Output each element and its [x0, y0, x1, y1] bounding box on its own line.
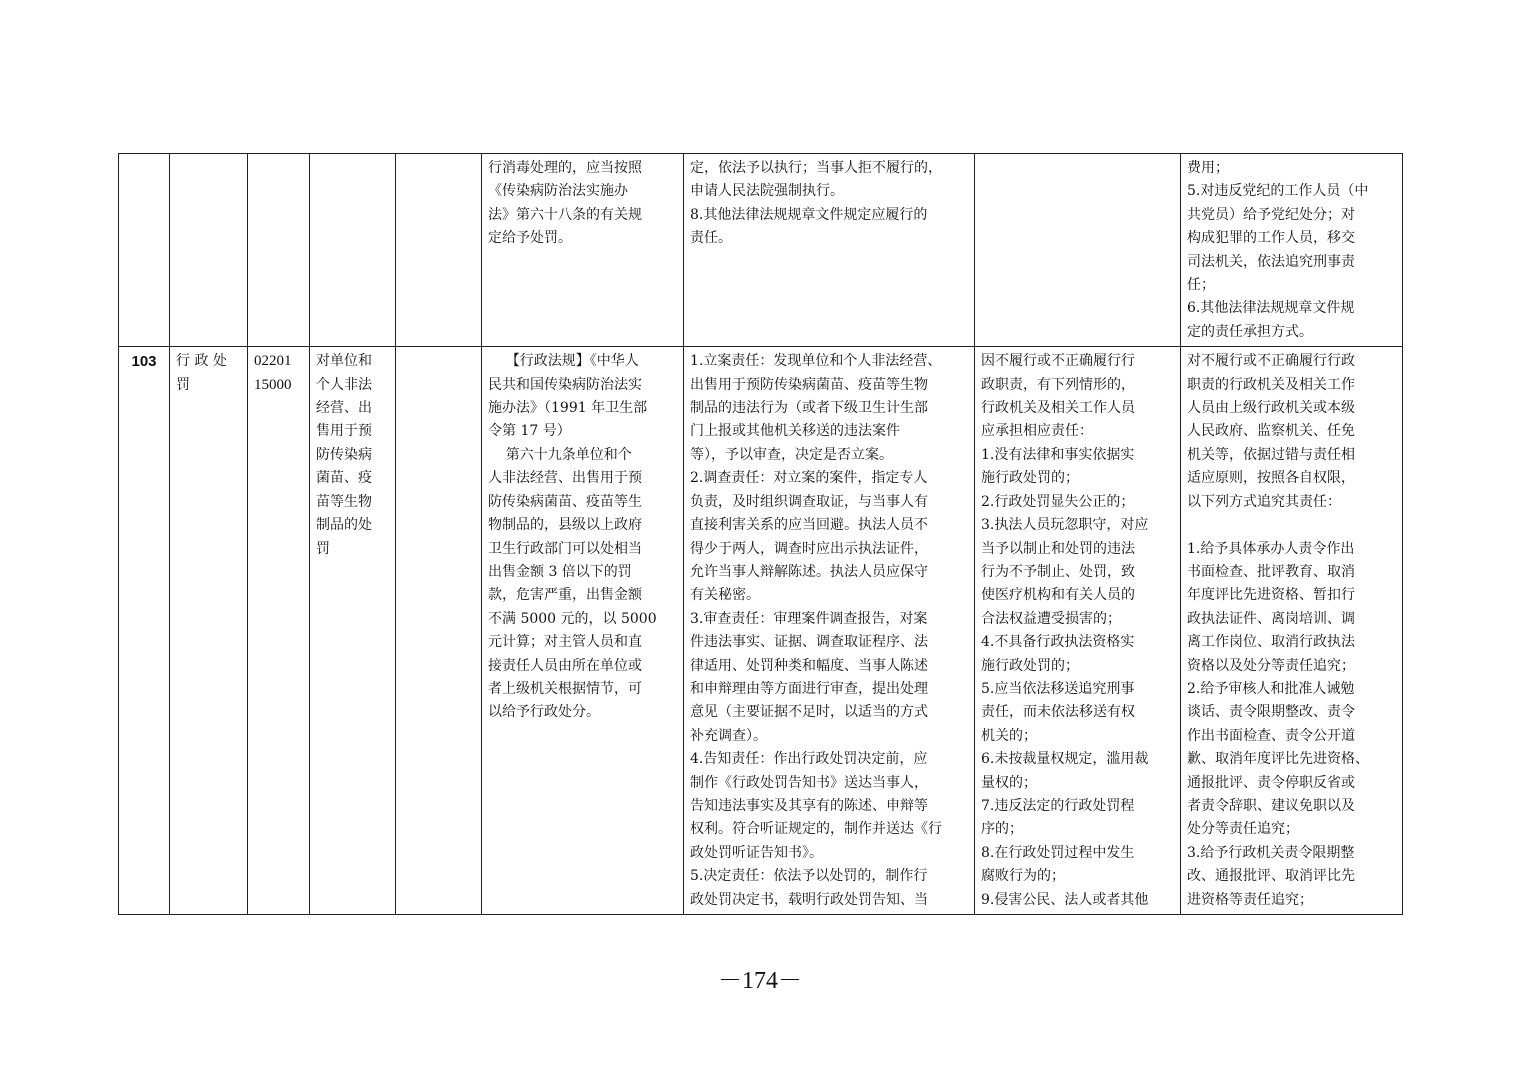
- cell-code: 02201 15000: [248, 347, 310, 915]
- cell-duty: 1.立案责任：发现单位和个人非法经营、 出售用于预防传染病菌苗、疫苗等生物 制品的违法行为（或者下级卫生计生部 门上报或其他机关移送的违法案件 等），予以审查，决定是否立案。 2.调查责任：对立案的案件，指定专人 负责，及时组织调查取证，与当事人有 直接利害关系的应当回避。执法人员不 得少于两人，调查时应出示执法证件， 允许当事人辩解陈述。执法人员应保守 有关秘密。 3.审查责任：审理案件调查报告，对案 件违法事实、证据、调查取证程序、法 律适用、处罚种类和幅度、当事人陈述 和申辩理由等方面进行审查，提出处理 意见（主要证据不足时，以适当的方式 补充调查）。 4.告知责任：作出行政处罚决定前，应 制作《行政处罚告知书》送达当事人， 告知违法事实及其享有的陈述、申辩等 权利。符合听证规定的，制作并送达《行 政处罚听证告知书》。 5.决定责任：依法予以处罚的，制作行 政处罚决定书，载明行政处罚告知、当: [684, 347, 975, 915]
- cell-basis: 行消毒处理的，应当按照 《传染病防治法实施办 法》第六十八条的有关规 定给予处罚。: [482, 154, 684, 347]
- cell-item: 对单位和 个人非法 经营、出 售用于预 防传染病 菌苗、疫 苗等生物 制品的处 罚: [310, 347, 396, 915]
- cell-item: [310, 154, 396, 347]
- cell-accountability: 因不履行或不正确履行行 政职责，有下列情形的， 行政机关及相关工作人员 应承担相应责任： 1.没有法律和事实依据实 施行政处罚的； 2.行政处罚显失公正的； 3.执法人员玩忽职守，对应 当予以制止和处罚的违法 行为不予制止、处罚，致 使医疗机构和有关人员的 合法权益遭受损害的； 4.不具备行政执法资格实 施行政处罚的； 5.应当依法移送追究刑事 责任，而未依法移送有权 机关的； 6.未按裁量权规定，滥用裁 量权的； 7.违反法定的行政处罚程 序的； 8.在行政处罚过程中发生 腐败行为的； 9.侵害公民、法人或者其他: [975, 347, 1181, 915]
- page-number: －174－: [718, 968, 802, 994]
- cell-type: 行 政 处 罚: [170, 347, 248, 915]
- document-table: [118, 153, 1403, 915]
- cell-sub: [396, 347, 482, 915]
- cell-code: [248, 154, 310, 347]
- cell-seq: [119, 154, 170, 347]
- cell-accountability: [975, 154, 1181, 347]
- cell-type: [170, 154, 248, 347]
- cell-method: 费用； 5.对违反党纪的工作人员（中 共党员）给予党纪处分；对 构成犯罪的工作人员，移交 司法机关，依法追究刑事责 任； 6.其他法律法规规章文件规 定的责任承担方式。: [1181, 154, 1403, 347]
- cell-sub: [396, 154, 482, 347]
- table-row: [119, 154, 1403, 347]
- cell-seq: 103: [119, 347, 170, 915]
- table-row: [119, 347, 1403, 915]
- cell-basis: 【行政法规】《中华人 民共和国传染病防治法实 施办法》（1991 年卫生部 令第 17 号） 第六十九条单位和个 人非法经营、出售用于预 防传染病菌苗、疫苗等生 物制品的，县级以上政府 卫生行政部门可以处相当 出售金额 3 倍以下的罚 款，危害严重，出售金额 不满 5000 元的，以 5000 元计算；对主管人员和直 接责任人员由所在单位或 者上级机关根据情节，可 以给予行政处分。: [482, 347, 684, 915]
- cell-method: 对不履行或不正确履行行政 职责的行政机关及相关工作 人员由上级行政机关或本级 人民政府、监察机关、任免 机关等，依据过错与责任相 适应原则，按照各自权限， 以下列方式追究其责任： 1.给予具体承办人责令作出 书面检查、批评教育、取消 年度评比先进资格、暂扣行 政执法证件、离岗培训、调 离工作岗位、取消行政执法 资格以及处分等责任追究； 2.给予审核人和批准人诫勉 谈话、责令限期整改、责令 作出书面检查、责令公开道 歉、取消年度评比先进资格、 通报批评、责令停职反省或 者责令辞职、建议免职以及 处分等责任追究； 3.给予行政机关责令限期整 改、通报批评、取消评比先 进资格等责任追究；: [1181, 347, 1403, 915]
- cell-duty: 定，依法予以执行；当事人拒不履行的， 申请人民法院强制执行。 8.其他法律法规规章文件规定应履行的 责任。: [684, 154, 975, 347]
